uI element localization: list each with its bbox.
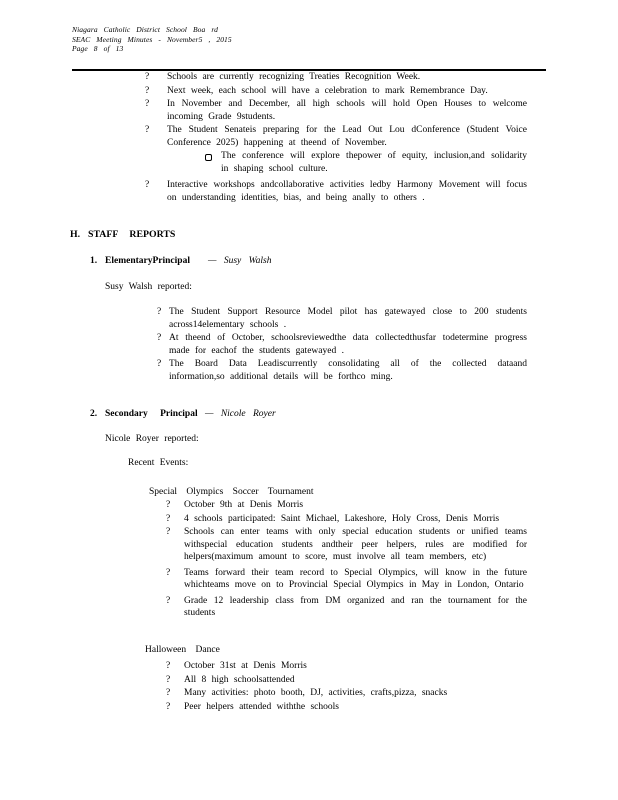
section-heading-staff-reports <box>70 229 175 240</box>
header-page-number: Page 8 of 13 <box>72 44 124 53</box>
reported-by-line: Susy Walsh reported: <box>105 282 192 292</box>
bullet-marker: ? <box>166 674 171 685</box>
bullet-marker: ? <box>166 701 171 712</box>
section-title: STAFF REPORTS <box>88 229 176 240</box>
list-item-text: Schools can enter teams with only special education students or unified teams withspecial education students andtheir peer helpers, rules are modified for helpers(maximum amount to score, must involve all team members, etc) <box>184 527 527 562</box>
list-item <box>145 71 527 84</box>
list-item <box>157 332 527 357</box>
list-item-text: Many activities: photo booth, DJ, activities, crafts,pizza, snacks <box>184 688 448 698</box>
list-item <box>145 124 527 149</box>
list-item <box>166 567 527 592</box>
item-title: ElementaryPrincipal <box>105 256 190 266</box>
list-item-text: In November and December, all high schools will hold Open Houses to welcome incoming Grade 9students. <box>167 99 527 122</box>
bullet-marker: ? <box>166 595 171 606</box>
elementary-report-list <box>157 306 527 383</box>
staff-item-2-heading <box>90 409 276 419</box>
list-item-text: The Board Data Leadiscurrently consolidating all of the collected dataand information,so additional details will be forthco ming. <box>169 359 527 382</box>
list-item-text: Next week, each school will have a celebration to mark Remembrance Day. <box>167 85 488 96</box>
list-item <box>145 98 527 123</box>
list-item-text: Interactive workshops andcollaborative activities ledby Harmony Movement will focus on understanding identities, bias, and being anally to others . <box>167 180 527 203</box>
item-title: Secondary Principal <box>105 409 198 419</box>
list-item-text: Teams forward their team record to Special Olympics, will know in the future whichteams move on to Provincial Special Olympics in May in London, Ontario <box>184 567 527 590</box>
header-board-name: Niagara Catholic District School Boa rd <box>72 25 218 34</box>
bullet-marker: ? <box>157 307 162 317</box>
list-item-text: All 8 high schoolsattended <box>184 674 295 685</box>
list-item <box>145 179 527 204</box>
staff-item-1-heading <box>90 256 272 266</box>
bullet-marker: ? <box>157 359 162 369</box>
bullet-marker: ? <box>157 333 162 343</box>
page-header <box>72 25 232 54</box>
list-item-text: At theend of October, schoolsreviewedthe data collectedthusfar todetermine progress made for eachof the students gatewayed . <box>169 333 527 356</box>
bullet-marker: ? <box>166 527 171 537</box>
bullet-marker: ? <box>145 85 150 96</box>
list-item-text: 4 schools participated: Saint Michael, Lakeshore, Holy Cross, Denis Morris <box>184 513 500 524</box>
list-item-text: The Student Support Resource Model pilot has gatewayed close to 200 students across14elementary schools . <box>169 307 527 330</box>
list-item <box>166 595 527 620</box>
list-item <box>157 306 527 331</box>
bullet-marker: ? <box>166 688 171 698</box>
item-presenter: — Susy Walsh <box>208 256 272 266</box>
event-title-halloween-dance: Halloween Dance <box>145 645 220 655</box>
item-presenter: — Nicole Royer <box>205 409 276 419</box>
circle-bullet-icon <box>205 154 212 161</box>
bullet-marker: ? <box>166 567 171 578</box>
list-item <box>166 674 527 687</box>
reported-by-line: Nicole Royer reported: <box>105 434 199 444</box>
list-item-text: October 9th at Denis Morris <box>184 500 304 510</box>
special-olympics-list <box>166 499 527 620</box>
intro-bullet-list <box>145 71 527 204</box>
bullet-marker: ? <box>145 180 150 190</box>
sub-list-item <box>203 150 527 175</box>
event-title-special-olympics: Special Olympics Soccer Tournament <box>149 487 314 497</box>
list-item <box>166 513 527 526</box>
list-item-text: The Student Senateis preparing for the Lead Out Lou dConference (Student Voice Conference 2025) happening at theend of November. <box>167 125 527 148</box>
item-number: 1. <box>90 256 98 266</box>
bullet-marker: ? <box>145 99 150 109</box>
sub-list-item-text: The conference will explore thepower of equity, inclusion,and solidarity in shaping school culture. <box>221 151 527 174</box>
halloween-dance-list <box>166 660 527 713</box>
section-letter: H. <box>70 229 81 240</box>
header-meeting-title: SEAC Meeting Minutes - November5 , 2015 <box>72 34 232 44</box>
list-item <box>145 85 527 98</box>
list-item-text: Schools are currently recognizing Treaties Recognition Week. <box>167 72 421 82</box>
item-number: 2. <box>90 409 98 419</box>
list-item-text: Peer helpers attended withthe schools <box>184 701 339 712</box>
recent-events-label: Recent Events: <box>128 458 189 468</box>
list-item <box>166 526 527 564</box>
list-item <box>157 358 527 383</box>
list-item <box>166 701 527 714</box>
bullet-marker: ? <box>145 72 150 82</box>
bullet-marker: ? <box>166 500 171 510</box>
list-item <box>166 499 527 512</box>
list-item <box>166 660 527 673</box>
list-item-text: Grade 12 leadership class from DM organized and ran the tournament for the students <box>184 595 527 618</box>
bullet-marker: ? <box>166 513 171 524</box>
list-item-text: October 31st at Denis Morris <box>184 661 307 671</box>
bullet-marker: ? <box>145 125 150 135</box>
bullet-marker: ? <box>166 661 171 671</box>
list-item <box>166 687 527 700</box>
